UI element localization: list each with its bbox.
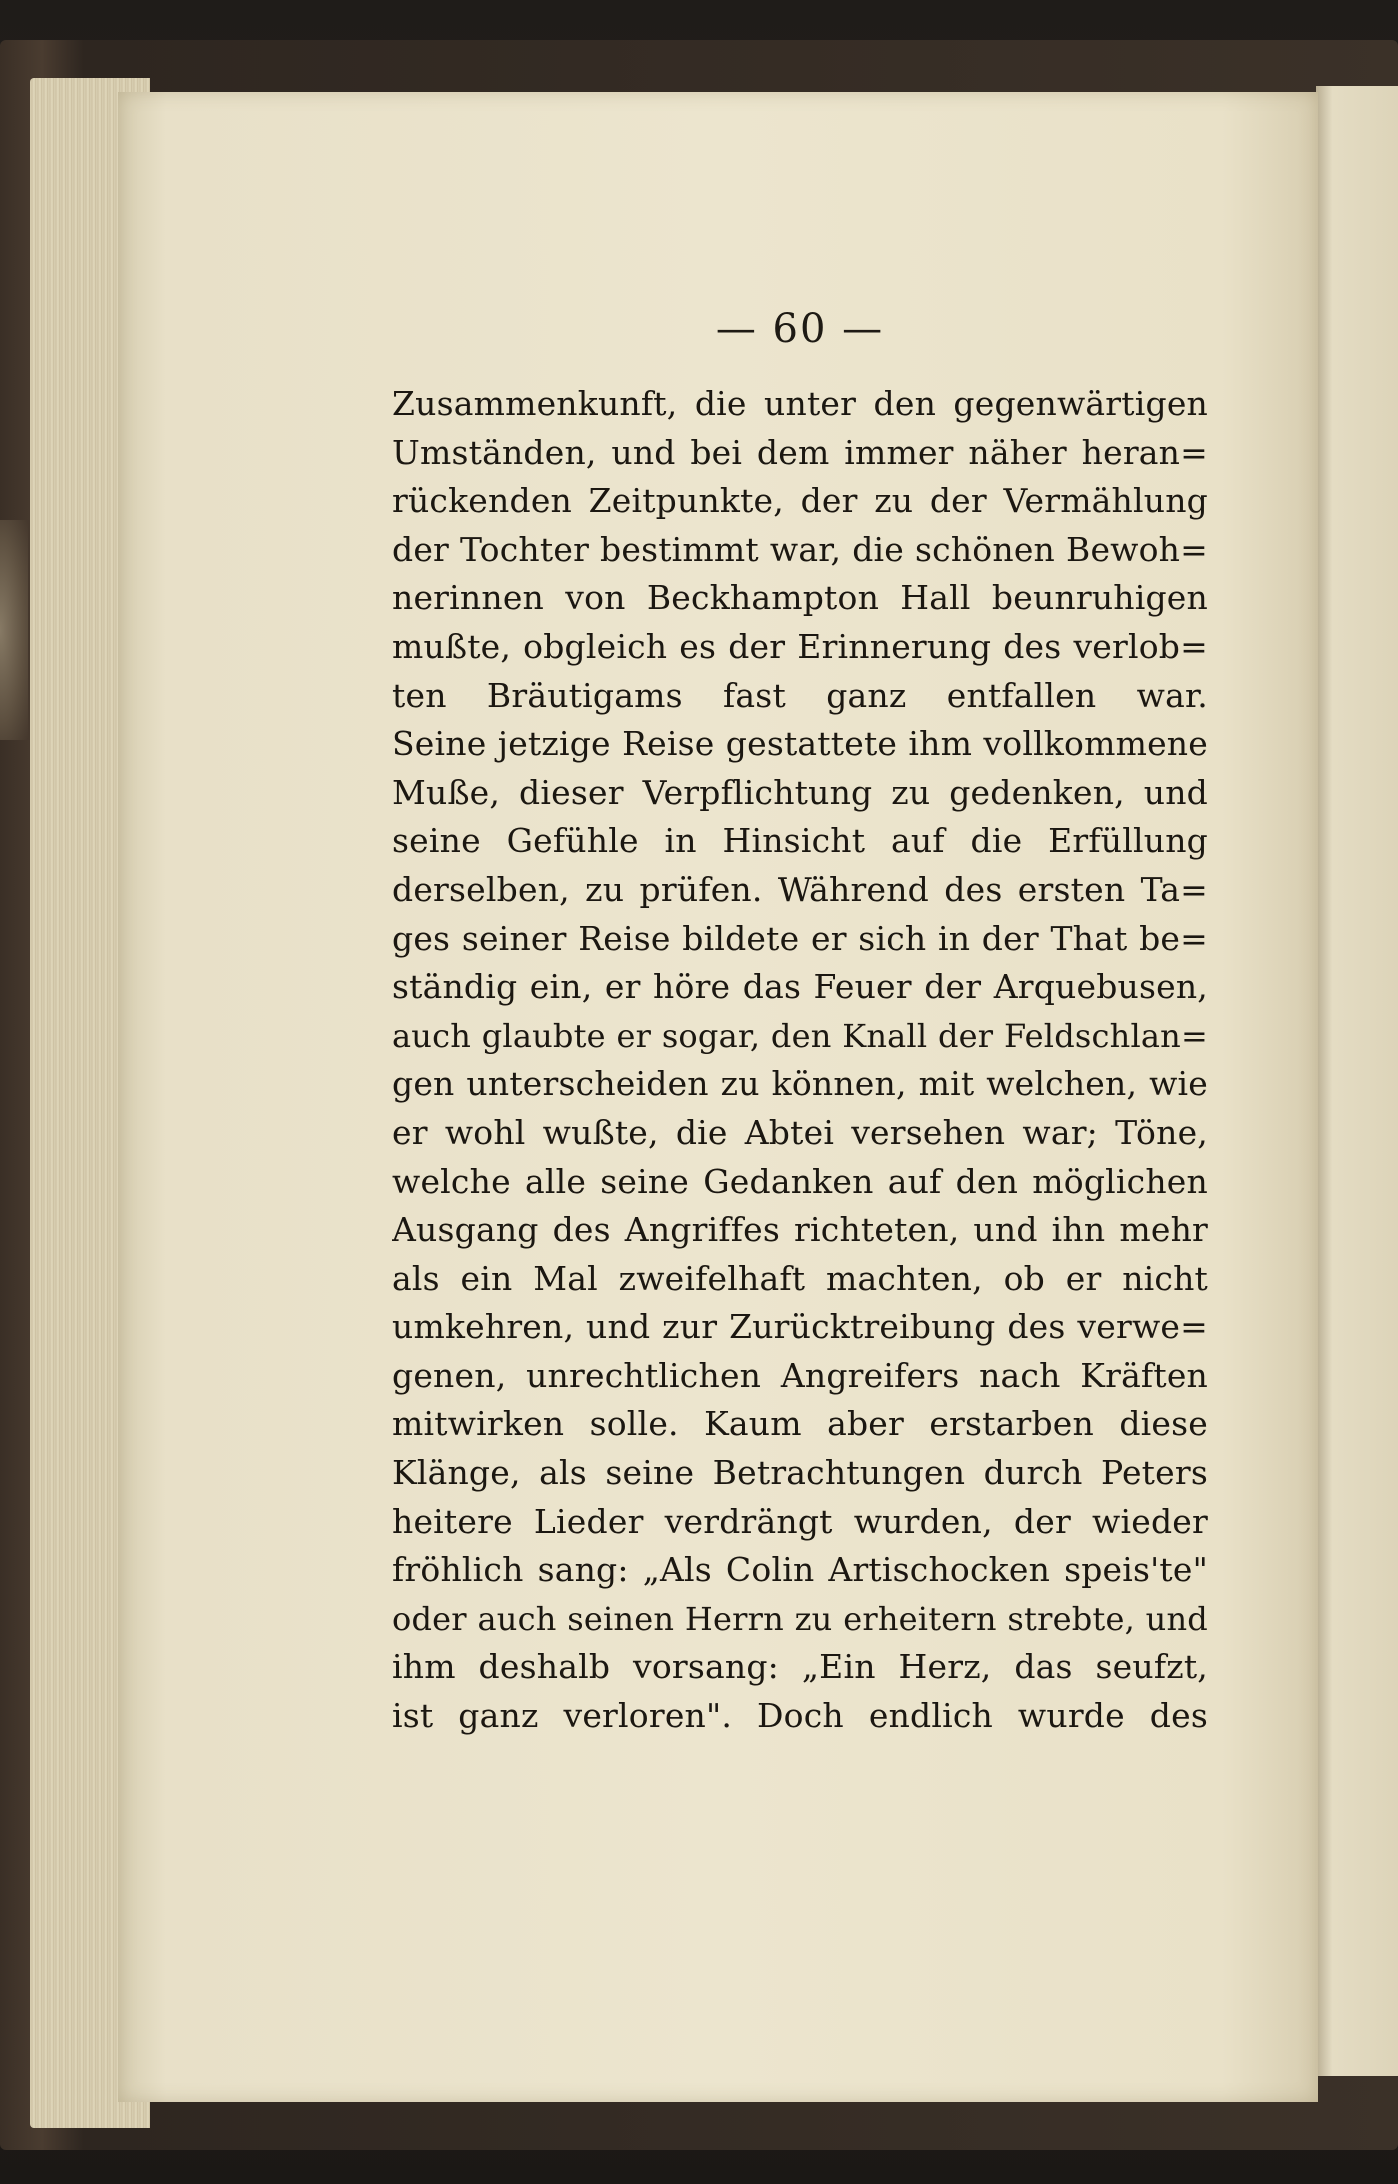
text-line: mitwirken solle. Kaum aber erstarben diese: [392, 1404, 1208, 1444]
text-line: mußte, obgleich es der Erinnerung des verlob=: [392, 626, 1208, 666]
text-line: Seine jetzige Reise gestattete ihm vollkommene: [392, 724, 1208, 764]
text-line: Ausgang des Angriffes richteten, und ihn mehr: [392, 1210, 1208, 1250]
text-line: der Tochter bestimmt war, die schönen Bewoh=: [392, 529, 1208, 569]
text-line: genen, unrechtlichen Angreifers nach Kräften: [392, 1355, 1208, 1395]
text-line: ten Bräutigams fast ganz entfallen war.: [392, 675, 1208, 715]
text-line: auch glaubte er sogar, den Knall der Feldschlan=: [392, 1016, 1208, 1055]
cover-wear-mark: [0, 520, 28, 740]
text-line: ges seiner Reise bildete er sich in der That be=: [392, 918, 1208, 958]
text-line: seine Gefühle in Hinsicht auf die Erfüllung: [392, 821, 1208, 861]
text-line: umkehren, und zur Zurücktreibung des verwe=: [392, 1307, 1208, 1347]
text-line: rückenden Zeitpunkte, der zu der Vermählung: [392, 481, 1208, 521]
page-text-block: [392, 380, 1208, 1741]
text-line: ständig ein, er höre das Feuer der Arquebusen,: [392, 967, 1208, 1007]
facing-page-edge: [1316, 86, 1398, 2076]
text-line: Umständen, und bei dem immer näher heran=: [392, 432, 1208, 472]
page-number: — 60 —: [715, 306, 885, 352]
text-line: Muße, dieser Verpflichtung zu gedenken, und: [392, 772, 1208, 812]
text-line: gen unterscheiden zu können, mit welchen, wie: [392, 1064, 1208, 1104]
text-line: fröhlich sang: „Als Colin Artischocken speis'te": [392, 1550, 1208, 1590]
text-line: er wohl wußte, die Abtei versehen war; Töne,: [392, 1112, 1208, 1152]
text-line: oder auch seinen Herrn zu erheitern strebte, und: [392, 1599, 1208, 1638]
text-line: Klänge, als seine Betrachtungen durch Peters: [392, 1453, 1208, 1493]
text-line: ihm deshalb vorsang: „Ein Herz, das seufzt,: [392, 1647, 1208, 1687]
text-line: heitere Lieder verdrängt wurden, der wieder: [392, 1501, 1208, 1541]
text-line: nerinnen von Beckhampton Hall beunruhigen: [392, 578, 1208, 618]
text-line: derselben, zu prüfen. Während des ersten Ta=: [392, 869, 1208, 909]
text-line: als ein Mal zweifelhaft machten, ob er nicht: [392, 1258, 1208, 1298]
text-line: Zusammenkunft, die unter den gegenwärtigen: [392, 384, 1208, 423]
text-line: welche alle seine Gedanken auf den möglichen: [392, 1161, 1208, 1201]
text-line: ist ganz verloren". Doch endlich wurde des: [392, 1696, 1208, 1736]
